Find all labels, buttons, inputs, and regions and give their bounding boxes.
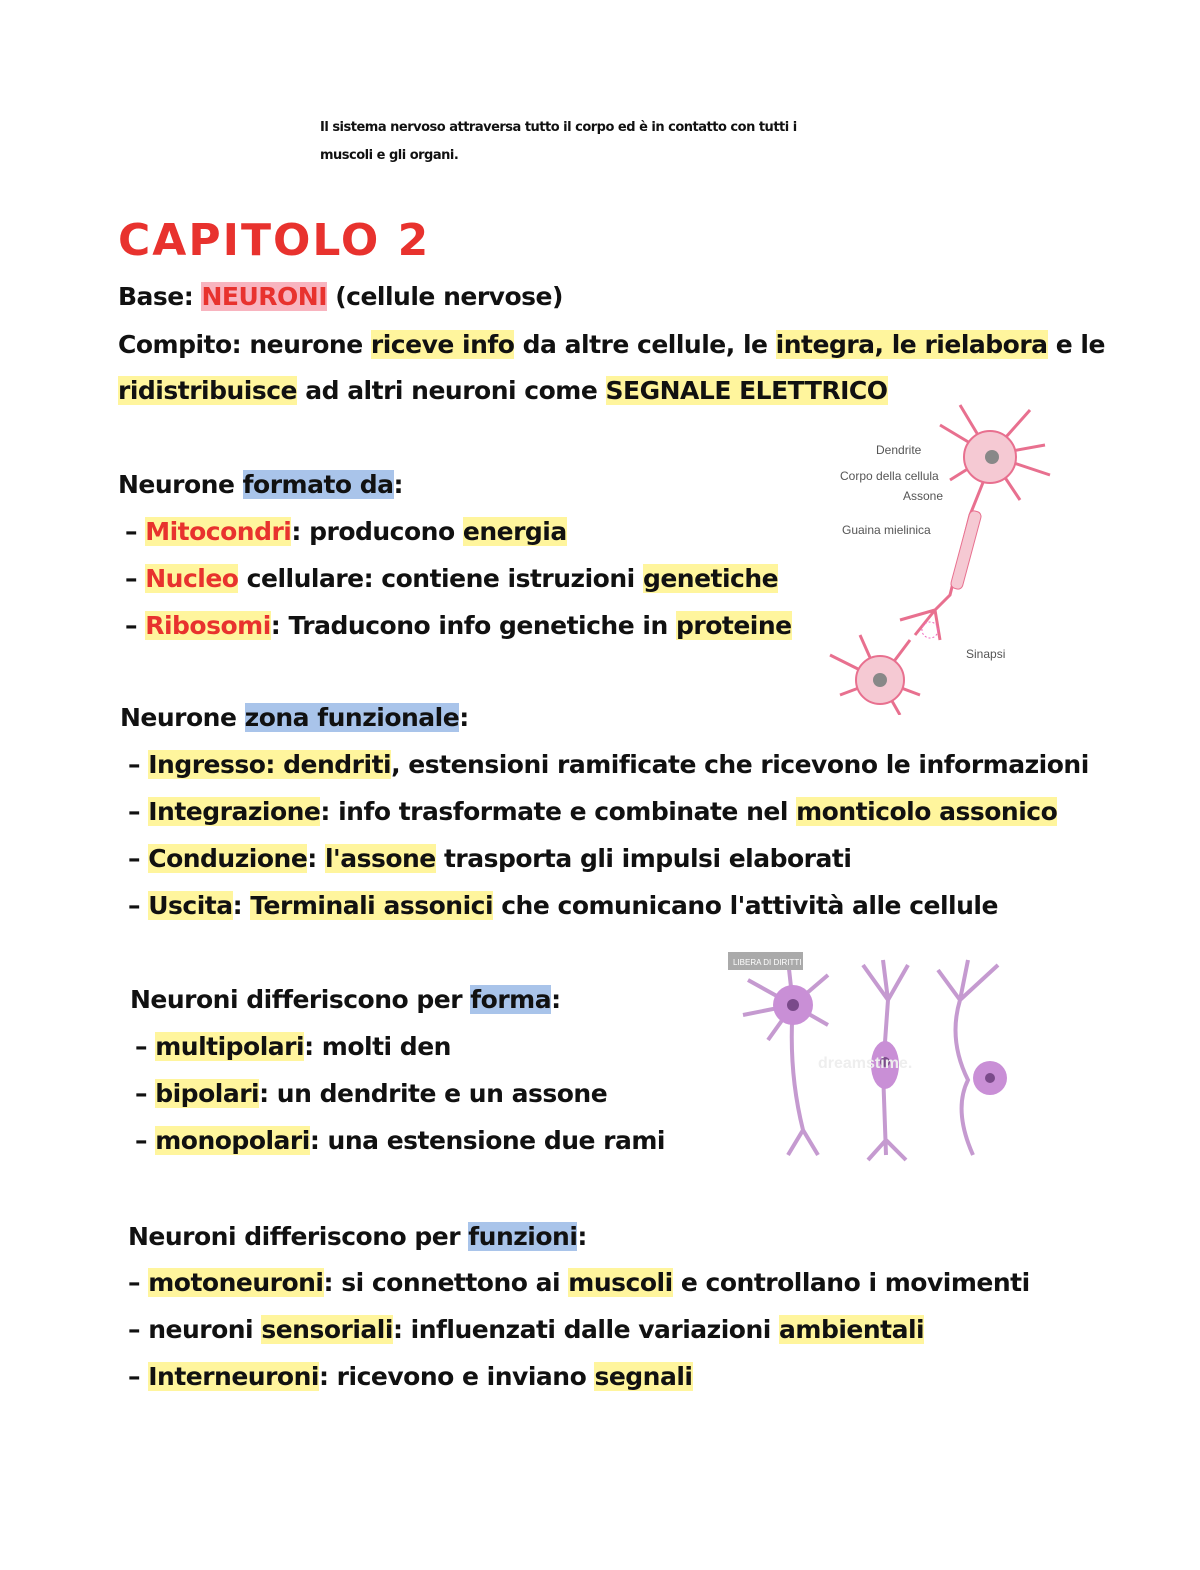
forma-item <box>135 1079 607 1108</box>
highlight: energia <box>462 517 567 546</box>
highlight: muscoli <box>568 1268 673 1297</box>
text: – <box>135 1079 156 1108</box>
watermark-text: LIBERA DI DIRITTI <box>733 958 802 967</box>
text: – <box>128 1362 149 1391</box>
highlight: monticolo assonico <box>796 797 1058 826</box>
text: Neurone <box>120 703 245 732</box>
label-corpo: Corpo della cellula <box>840 469 939 483</box>
zone-item <box>128 750 1089 779</box>
intro-line-2: muscoli e gli organi. <box>320 148 459 163</box>
highlight: Terminali assonici <box>250 891 494 920</box>
text: : info trasformate e combinate nel <box>320 797 797 826</box>
highlight: proteine <box>675 611 792 640</box>
label-assone: Assone <box>903 489 944 503</box>
highlight: forma <box>470 985 552 1014</box>
highlight: genetiche <box>642 564 779 593</box>
highlight: ridistribuisce <box>118 376 298 405</box>
highlight: Conduzione <box>148 844 308 873</box>
highlight: riceve info <box>370 330 515 359</box>
highlight: sensoriali <box>261 1315 393 1344</box>
text: Neuroni differiscono per <box>128 1222 469 1251</box>
text: ad altri neuroni come <box>297 376 606 405</box>
text: : influenzati dalle variazioni <box>392 1315 780 1344</box>
text: e le <box>1047 330 1105 359</box>
text: : <box>459 703 469 732</box>
highlight: Nucleo <box>145 564 239 593</box>
text: – <box>128 844 149 873</box>
highlight: funzioni <box>468 1222 578 1251</box>
text: : <box>307 844 325 873</box>
text: – <box>135 1126 156 1155</box>
label-guaina: Guaina mielinica <box>842 523 931 537</box>
text: : <box>551 985 561 1014</box>
text: : <box>577 1222 587 1251</box>
text: , estensioni ramificate che ricevono le informazioni <box>391 750 1089 779</box>
label-sinapsi: Sinapsi <box>966 647 1006 661</box>
highlight: ambientali <box>779 1315 925 1344</box>
text: : si connettono ai <box>323 1268 569 1297</box>
highlight: Uscita <box>148 891 233 920</box>
text: : molti den <box>304 1032 451 1061</box>
text: – <box>135 1032 156 1061</box>
brand-watermark: dreamstime. <box>818 1055 913 1072</box>
text: : <box>232 891 251 920</box>
text: : producono <box>291 517 463 546</box>
base-label: Base: <box>118 282 202 311</box>
text: – <box>128 1268 149 1297</box>
highlight: Ribosomi <box>145 611 271 640</box>
highlight: multipolari <box>155 1032 305 1061</box>
zone-item <box>128 891 998 920</box>
text: : <box>393 470 404 499</box>
text: che comunicano l'attività alle cellule <box>493 891 998 920</box>
zone-item <box>128 797 1057 826</box>
highlight: formato da <box>242 470 394 499</box>
formato-heading <box>118 470 403 499</box>
text: trasporta gli impulsi elaborati <box>435 844 852 873</box>
zone-heading <box>120 703 469 732</box>
compito-line-2 <box>118 376 888 405</box>
text: : un dendrite e un assone <box>259 1079 608 1108</box>
base-line <box>118 282 563 311</box>
label-dendrite: Dendrite <box>876 443 922 457</box>
text: da altre cellule, le <box>514 330 776 359</box>
highlight: zona funzionale <box>244 703 460 732</box>
base-term: NEURONI <box>201 282 327 311</box>
text: – <box>128 891 149 920</box>
base-rest: (cellule nervose) <box>327 282 563 311</box>
text: – <box>128 797 149 826</box>
highlight: monopolari <box>155 1126 310 1155</box>
text: Neurone <box>118 470 243 499</box>
formato-item <box>125 564 778 593</box>
funzioni-item <box>128 1268 1030 1297</box>
text: : ricevono e inviano <box>318 1362 595 1391</box>
text: – <box>128 750 149 779</box>
formato-item <box>125 611 792 640</box>
text: cellulare: contiene istruzioni <box>238 564 643 593</box>
chapter-title: CAPITOLO 2 <box>118 215 431 266</box>
funzioni-item <box>128 1362 693 1391</box>
text: – <box>125 517 146 546</box>
highlight: Integrazione <box>148 797 321 826</box>
highlight: Interneuroni <box>148 1362 319 1391</box>
highlight: Mitocondri <box>145 517 292 546</box>
funzioni-item <box>128 1315 924 1344</box>
text: – <box>125 611 146 640</box>
text: : una estensione due rami <box>309 1126 665 1155</box>
text: Neuroni differiscono per <box>130 985 471 1014</box>
highlight: motoneuroni <box>148 1268 324 1297</box>
zone-item <box>128 844 851 873</box>
text: – <box>125 564 146 593</box>
neuron-types-diagram <box>728 950 1013 1165</box>
forma-item <box>135 1032 451 1061</box>
highlight: integra, le rielabora <box>775 330 1048 359</box>
highlight: l'assone <box>324 844 436 873</box>
text: : Traducono info genetiche in <box>270 611 676 640</box>
neuron-anatomy-diagram <box>820 395 1060 715</box>
funzioni-heading <box>128 1222 587 1251</box>
forma-heading <box>130 985 561 1014</box>
text: Compito: neurone <box>118 330 371 359</box>
intro-line-1: Il sistema nervoso attraversa tutto il corpo ed è in contatto con tutti i <box>320 120 797 135</box>
highlight: segnali <box>594 1362 693 1391</box>
highlight: Ingresso: dendriti <box>148 750 392 779</box>
compito-line-1 <box>118 330 1105 359</box>
forma-item <box>135 1126 665 1155</box>
text: e controllano i movimenti <box>672 1268 1030 1297</box>
highlight: SEGNALE ELETTRICO <box>605 376 888 405</box>
formato-item <box>125 517 567 546</box>
highlight: bipolari <box>155 1079 260 1108</box>
text: – neuroni <box>128 1315 262 1344</box>
